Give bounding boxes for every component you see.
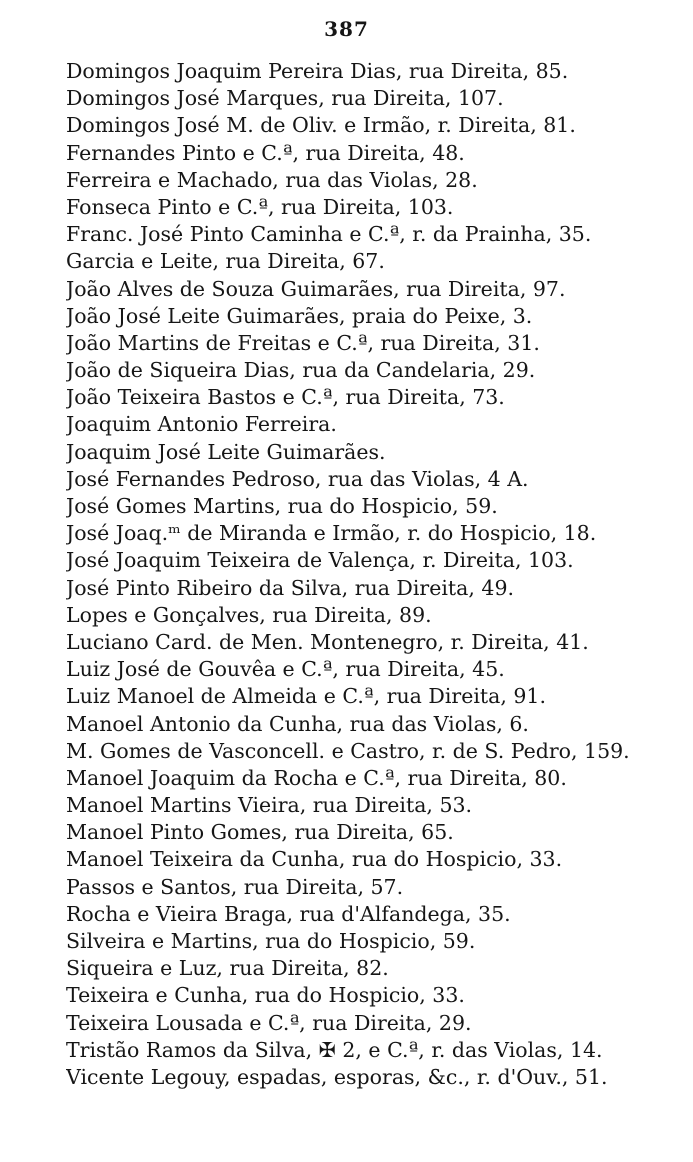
directory-entry: Ferreira e Machado, rua das Violas, 28. <box>66 167 478 192</box>
directory-list <box>66 58 678 1091</box>
directory-entry: Silveira e Martins, rua do Hospicio, 59. <box>66 929 476 953</box>
directory-entry: Tristão Ramos da Silva, ✠ 2, e C.ª, r. das Violas, 14. <box>66 1037 603 1062</box>
directory-entry: João Alves de Souza Guimarães, rua Direita, 97. <box>66 276 566 301</box>
directory-entry: João José Leite Guimarães, praia do Peixe, 3. <box>66 303 533 328</box>
directory-entry: Fernandes Pinto e C.ª, rua Direita, 48. <box>66 140 465 165</box>
directory-entry: Domingos Joaquim Pereira Dias, rua Direita, 85. <box>66 59 569 83</box>
directory-entry: José Joaquim Teixeira de Valença, r. Direita, 103. <box>66 548 574 573</box>
directory-entry: Luiz Manoel de Almeida e C.ª, rua Direita, 91. <box>66 684 546 709</box>
directory-entry: Vicente Legouy, espadas, esporas, &c., r. d'Ouv., 51. <box>66 1064 608 1089</box>
directory-entry: Lopes e Gonçalves, rua Direita, 89. <box>66 602 432 627</box>
directory-entry: José Joaq.ᵐ de Miranda e Irmão, r. do Hospicio, 18. <box>66 521 597 546</box>
directory-entry: Domingos José M. de Oliv. e Irmão, r. Direita, 81. <box>66 113 576 138</box>
directory-entry: Luiz José de Gouvêa e C.ª, rua Direita, 45. <box>66 657 505 682</box>
directory-entry: Franc. José Pinto Caminha e C.ª, r. da Prainha, 35. <box>66 222 592 247</box>
directory-entry: Teixeira Lousada e C.ª, rua Direita, 29. <box>66 1010 472 1035</box>
directory-entry: Manoel Teixeira da Cunha, rua do Hospicio, 33. <box>66 847 563 872</box>
directory-entry: José Gomes Martins, rua do Hospicio, 59. <box>66 494 498 518</box>
directory-entry: Joaquim Antonio Ferreira. <box>66 412 337 437</box>
page-number: 387 <box>324 17 369 41</box>
directory-entry: Domingos José Marques, rua Direita, 107. <box>66 86 504 111</box>
directory-entry: Teixeira e Cunha, rua do Hospicio, 33. <box>66 983 465 1008</box>
directory-entry: Rocha e Vieira Braga, rua d'Alfandega, 35. <box>66 901 511 926</box>
directory-entry: Passos e Santos, rua Direita, 57. <box>66 874 404 899</box>
directory-entry: Fonseca Pinto e C.ª, rua Direita, 103. <box>66 194 454 219</box>
directory-entry: Manoel Pinto Gomes, rua Direita, 65. <box>66 820 454 845</box>
directory-entry: João de Siqueira Dias, rua da Candelaria, 29. <box>66 358 536 383</box>
directory-entry: M. Gomes de Vasconcell. e Castro, r. de S. Pedro, 159. <box>66 738 630 763</box>
directory-entry: Joaquim José Leite Guimarães. <box>66 439 386 464</box>
directory-entry: Manoel Martins Vieira, rua Direita, 53. <box>66 793 473 818</box>
directory-entry: Siqueira e Luz, rua Direita, 82. <box>66 956 389 981</box>
directory-entry: Manoel Antonio da Cunha, rua das Violas, 6. <box>66 711 529 736</box>
directory-entry: José Fernandes Pedroso, rua das Violas, 4 A. <box>66 466 529 491</box>
directory-entry: José Pinto Ribeiro da Silva, rua Direita, 49. <box>66 575 515 600</box>
directory-entry: João Martins de Freitas e C.ª, rua Direita, 31. <box>66 330 540 355</box>
directory-entry: Manoel Joaquim da Rocha e C.ª, rua Direita, 80. <box>66 765 567 790</box>
directory-entry: Luciano Card. de Men. Montenegro, r. Direita, 41. <box>66 629 589 654</box>
directory-entry: Garcia e Leite, rua Direita, 67. <box>66 249 385 274</box>
directory-entry: João Teixeira Bastos e C.ª, rua Direita, 73. <box>66 385 505 410</box>
